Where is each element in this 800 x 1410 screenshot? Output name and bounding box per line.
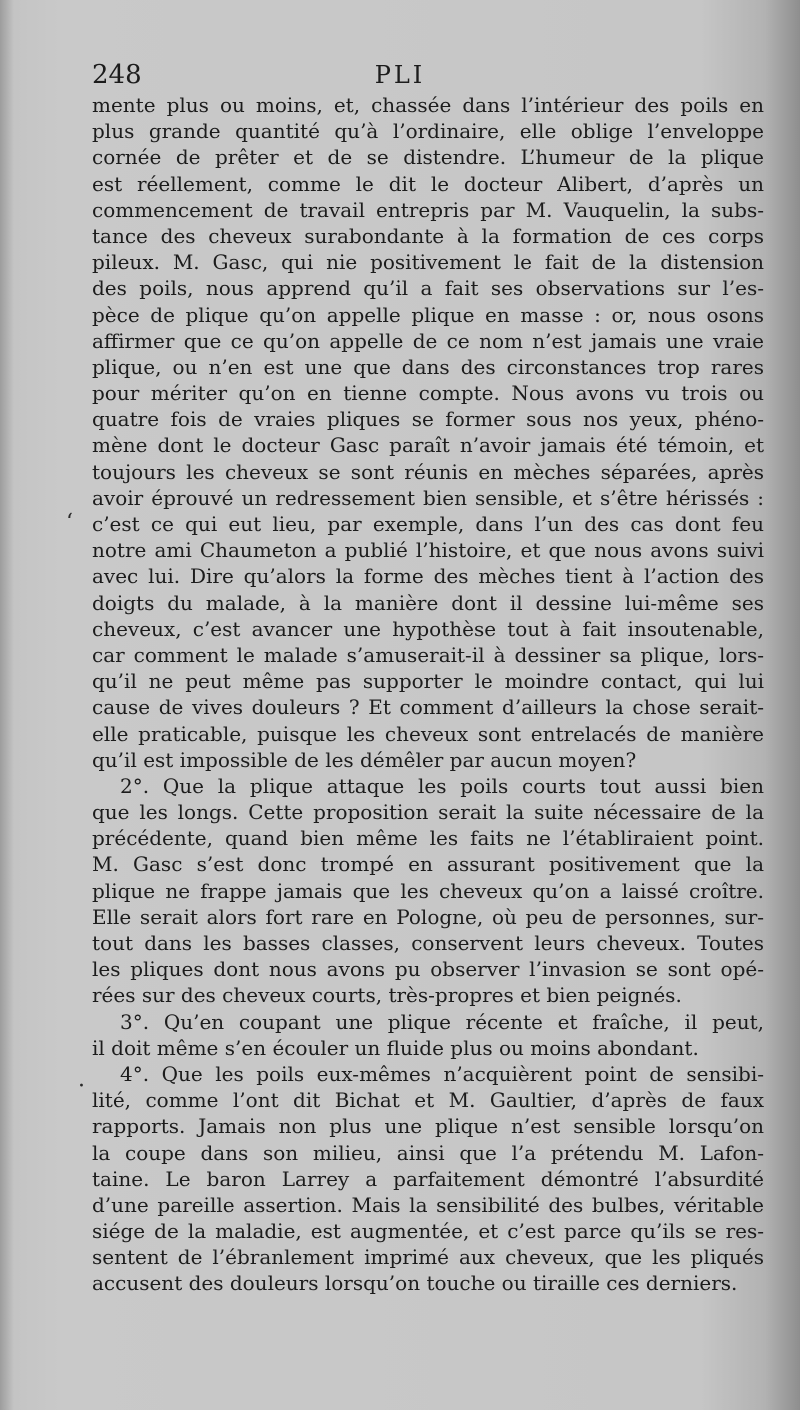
margin-mark: · (78, 1074, 85, 1099)
text-line: toujours les cheveux se sont réunis en mèches séparées, après (92, 459, 764, 484)
text-line: rées sur des cheveux courts, très-propres et bien peignés. (92, 983, 682, 1008)
text-line: qu’il est impossible de les démêler par aucun moyen? (92, 747, 637, 772)
text-line: affirmer que ce qu’on appelle de ce nom n’est jamais une vraie (92, 328, 764, 353)
text-line: qu’il ne peut même pas supporter le moindre contact, qui lui (92, 669, 764, 694)
text-line: la coupe dans son milieu, ainsi que l’a prétendu M. Lafon- (92, 1140, 764, 1165)
text-line: mente plus ou moins, et, chassée dans l’intérieur des poils en (92, 93, 764, 117)
text-line: rapports. Jamais non plus une plique n’est sensible lorsqu’on (92, 1114, 764, 1139)
text-line: 2°. Que la plique attaque les poils courts tout aussi bien (120, 773, 764, 798)
text-line: tout dans les basses classes, conservent leurs cheveux. Toutes (92, 931, 764, 955)
text-line: précédente, quand bien même les faits ne l’établiraient point. (92, 826, 764, 851)
text-line: cheveux, c’est avancer une hypothèse tout à fait insoutenable, (92, 616, 764, 641)
text-line: elle praticable, puisque les cheveux sont entrelacés de manière (92, 721, 764, 746)
text-line: sentent de l’ébranlement imprimé aux cheveux, que les pliqués (92, 1245, 764, 1270)
text-line: est réellement, comme le dit le docteur Alibert, d’après un (92, 171, 764, 196)
text-line: que les longs. Cette proposition serait la suite nécessaire de la (92, 800, 764, 825)
text-line: c’est ce qui eut lieu, par exemple, dans l’un des cas dont feu (92, 512, 764, 536)
text-line: plique, ou n’en est une que dans des circonstances trop rares (92, 354, 764, 379)
text-line: 4°. Que les poils eux-mêmes n’acquièrent point de sensibi- (120, 1061, 764, 1086)
text-line: mène dont le docteur Gasc paraît n’avoir jamais été témoin, et (92, 433, 764, 458)
text-line: pileux. M. Gasc, qui nie positivement le fait de la distension (92, 250, 764, 275)
text-line: notre ami Chaumeton a publié l’histoire, et que nous avons suivi (92, 538, 764, 563)
text-line: il doit même s’en écouler un fluide plus ou moins abondant. (92, 1035, 699, 1060)
text-line: avoir éprouvé un redressement bien sensible, et s’être hérissés : (92, 485, 764, 510)
running-head: PLI (374, 61, 426, 89)
text-line: des poils, nous apprend qu’il a fait ses observations sur l’es- (92, 276, 764, 301)
text-line: cornée de prêter et de se distendre. L’humeur de la plique (92, 145, 764, 170)
text-line: 3°. Qu’en coupant une plique récente et fraîche, il peut, (120, 1009, 764, 1034)
text-line: plus grande quantité qu’à l’ordinaire, elle oblige l’enveloppe (92, 119, 764, 144)
text-line: les pliques dont nous avons pu observer l’invasion se sont opé- (92, 957, 764, 982)
text-line: car comment le malade s’amuserait-il à dessiner sa plique, lors- (92, 642, 764, 667)
text-line: siége de la maladie, est augmentée, et c’est parce qu’ils se res- (92, 1219, 764, 1244)
text-line: M. Gasc s’est donc trompé en assurant positivement que la (92, 852, 764, 877)
text-line: d’une pareille assertion. Mais la sensibilité des bulbes, véritable (92, 1192, 764, 1217)
text-line: plique ne frappe jamais que les cheveux qu’on a laissé croître. (92, 878, 764, 903)
text-line: pour mériter qu’on en tienne compte. Nous avons vu trois ou (92, 381, 764, 406)
margin-mark: ‘ (66, 510, 73, 535)
text-line: tance des cheveux surabondante à la formation de ces corps (92, 223, 764, 248)
text-line: doigts du malade, à la manière dont il dessine lui-même ses (92, 590, 764, 615)
text-line: lité, comme l’ont dit Bichat et M. Gaultier, d’après de faux (92, 1088, 764, 1113)
text-line: pèce de plique qu’on appelle plique en masse : or, nous osons (92, 302, 764, 327)
body-text (92, 92, 764, 1297)
text-line: commencement de travail entrepris par M. Vauquelin, la subs- (92, 197, 764, 222)
text-line: avec lui. Dire qu’alors la forme des mèches tient à l’action des (92, 564, 764, 589)
text-line: Elle serait alors fort rare en Pologne, où peu de personnes, sur- (92, 904, 764, 929)
text-line: cause de vives douleurs ? Et comment d’ailleurs la chose serait- (92, 695, 764, 720)
text-line: accusent des douleurs lorsqu’on touche ou tiraille ces derniers. (92, 1271, 738, 1296)
text-line: quatre fois de vraies pliques se former sous nos yeux, phéno- (92, 407, 764, 432)
text-line: taine. Le baron Larrey a parfaitement démontré l’absurdité (92, 1166, 764, 1191)
page-number: 248 (92, 60, 142, 90)
